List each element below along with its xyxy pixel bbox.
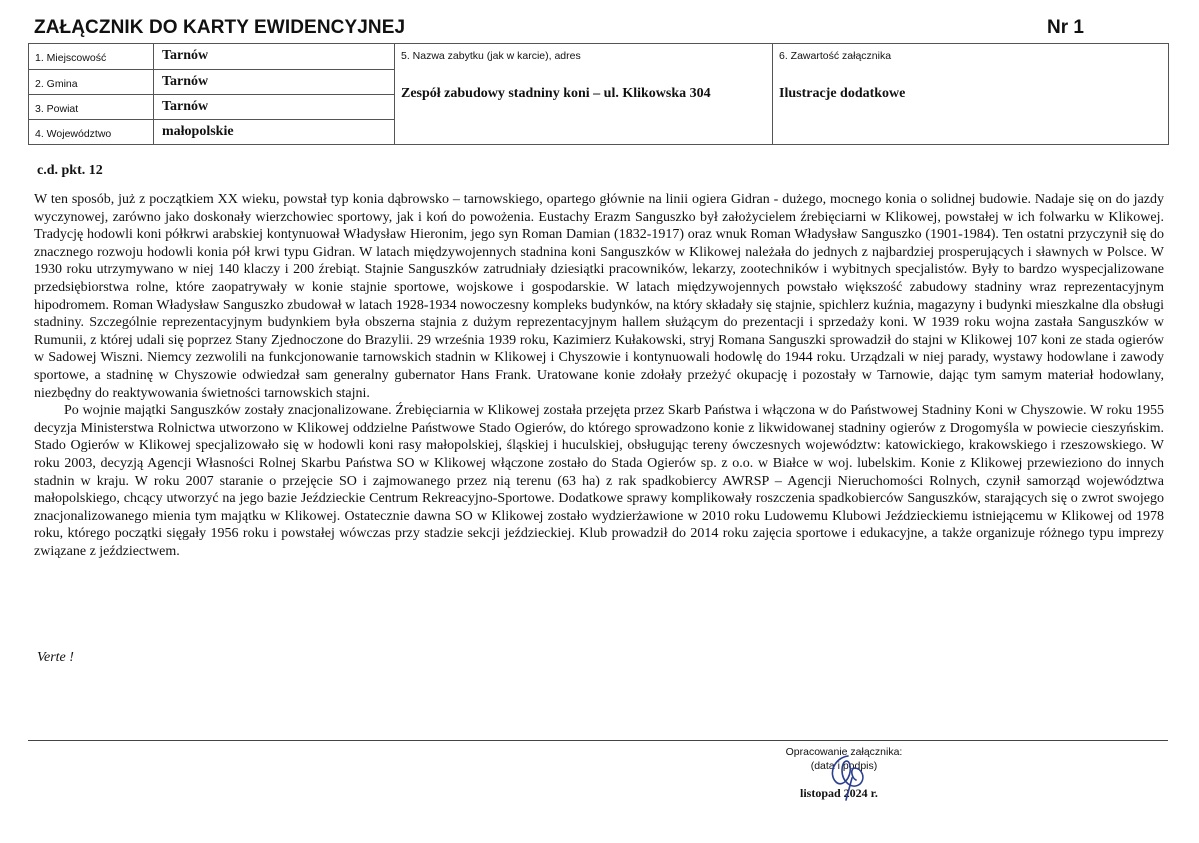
- monument-label: 5. Nazwa zabytku (jak w karcie), adres: [401, 50, 581, 62]
- commune-value: Tarnów: [154, 70, 395, 95]
- attachment-number: Nr 1: [1047, 17, 1084, 38]
- body-text: [34, 191, 1164, 560]
- section-label: c.d. pkt. 12: [37, 163, 103, 178]
- voivodeship-label: 4. Województwo: [29, 120, 154, 145]
- info-table: [28, 43, 1169, 145]
- prepared-label: Opracowanie załącznika:: [785, 746, 903, 758]
- voivodeship-value: małopolskie: [154, 120, 395, 145]
- county-value: Tarnów: [154, 95, 395, 120]
- commune-label: 2. Gmina: [29, 70, 154, 95]
- document-title: ZAŁĄCZNIK DO KARTY EWIDENCYJNEJ: [34, 17, 406, 38]
- county-label: 3. Powiat: [29, 95, 154, 120]
- footer-divider: [28, 740, 1168, 741]
- handwritten-signature: [822, 748, 872, 803]
- paragraph: W ten sposób, już z początkiem XX wieku, powstał typ konia dąbrowsko – tarnowskiego, opartego głównie na linii ogiera Gidran - dużego, mocnego konia o solidnej budowie. Nadaje się on do jazdy wyczynowej, zarówno jako doskonały wierzchowiec sportowy, jak i koń do powożenia. Eustachy Erazm Sanguszko był założycielem źrebięciarni w Klikowej, powstałej w ich folwarku w Klikowej. Tradycję hodowli koni półkrwi arabskiej kontynuował Władysław Hieronim, jego syn Roman Damian (1832-1917) oraz wnuk Roman Władysław Sanguszko (1901-1984). Ten ostatni przyczynił się do znacznego rozwoju hodowli konia pół krwi typu Gidran. W latach międzywojennych stadnina koni Sanguszków w Klikowej należała do jednych z najbardziej prosperujących i sławnych w Polsce. W 1930 roku utrzymywano w niej 140 klaczy i 200 źrebiąt. Stajnie Sanguszków zatrudniały dziesiątki pracowników, lekarzy, zootechników i wybitnych specjalistów. Były to bardzo wyspecjalizowane przedsiębiorstwa rolne, które zaopatrywały w konie stajnie sportowe, wojskowe i gospodarskie. W latach międzywojennych powstało większość zabudowy stadniny wraz reprezentacyjnym hipodromem. Roman Władysław Sanguszko zbudował w latach 1928-1934 nowoczesny kompleks budynków, na który składały się stajnie, spichlerz kuźnia, magazyny i budynki mieszkalne dla obsługi stadniny. Szczególnie reprezentacyjnym budynkiem była obszerna stajnia z dużym reprezentacyjnym hallem służącym do prezentacji i sprzedaży koni. W 1939 roku wojna zastała Sanguszków w Rumunii, z której udali się poprzez Stany Zjednoczone do Brazylii. 29 września 1939 roku, Kazimierz Kułakowski, stryj Romana Sanguszki sprowadził do stajni w Klikowej 107 koni ze stada ogierów w Sadowej Wiszni. Niemcy zezwolili na funkcjonowanie tarnowskich stadnin w Klikowej i Chyszowie i kontynuowali hodowlę do 1944 roku. Urządzali w niej parady, wystawy hodowlane i zawody sportowe, a stadninę w Chyszowie odwiedzał sam generalny gubernator Hans Frank. Uratowane konie zdołały przeżyć okupację i pozostały w Tarnowie, dając tym samym materiał hodowlany, niezbędny do reaktywowania świetności tarnowskich stajni.: [34, 192, 1164, 401]
- monument-value: Zespół zabudowy stadniny koni – ul. Klikowska 304: [401, 86, 711, 101]
- preparation-date: listopad 2024 r.: [800, 786, 878, 800]
- content-cell: [773, 44, 1169, 145]
- paragraph: Po wojnie majątki Sanguszków zostały znacjonalizowane. Źrebięciarnia w Klikowej została przejęta przez Skarb Państwa i włączona w do Państwowej Stadniny Koni w Chyszowie. W roku 1955 decyzja Ministerstwa Rolnictwa utworzono w Klikowej oddzielne Państwowe Stado Ogierów, do którego sprowadzono konie z likwidowanej stadniny ogierów z Drogomyśla w powiecie cieszyńskim. Stado Ogierów w Klikowej specjalizowało się w hodowli koni rasy małopolskiej, śląskiej i huculskiej, obsługując tereny ówczesnych województw: katowickiego, krakowskiego i rzeszowskiego. W roku 2003, decyzją Agencji Własności Rolnej Skarbu Państwa SO w Klikowej włączone zostało do Stada Ogierów sp. z o.o. w Białce w woj. lubelskim. Konie z Klikowej przewieziono do innych stadnin w kraju. W roku 2007 staranie o przejęcie SO i zajmowanego przez nią terenu (63 ha) z rak spadkobiercy AWRSP – Agencji Nieruchomości Rolnych, czynił samorząd województwa małopolskiego, chcący utworzyć na jego bazie Jeździeckie Centrum Rekreacyjno-Sportowe. Dodatkowe sprawy komplikowały roszczenia spadkobierców Sanguszków, starających się o zwrot swojego znacjonalizowanego mienia tym majątku w Klikowej. Ostatecznie dawna SO w Klikowej zostało wydzierżawione w 2010 roku Ludowemu Klubowi Jeździeckiemu istniejącemu w Klikowej od 1978 roku, którego początki sięgały 1956 roku i powstałej wówczas przy stadzie sekcji jeździeckiej. Klub prowadził do 2014 roku zajęcia sportowe i edukacyjne, a także organizuje różnego typu imprezy związane z jeździectwem.: [34, 403, 1164, 559]
- locality-value: Tarnów: [154, 44, 395, 70]
- locality-label: 1. Miejscowość: [29, 44, 154, 70]
- content-value: Ilustracje dodatkowe: [779, 86, 906, 101]
- content-label: 6. Zawartość załącznika: [779, 50, 892, 62]
- verte-note: Verte !: [37, 650, 74, 665]
- sign-label: (data i podpis): [810, 760, 878, 772]
- monument-cell: [395, 44, 773, 145]
